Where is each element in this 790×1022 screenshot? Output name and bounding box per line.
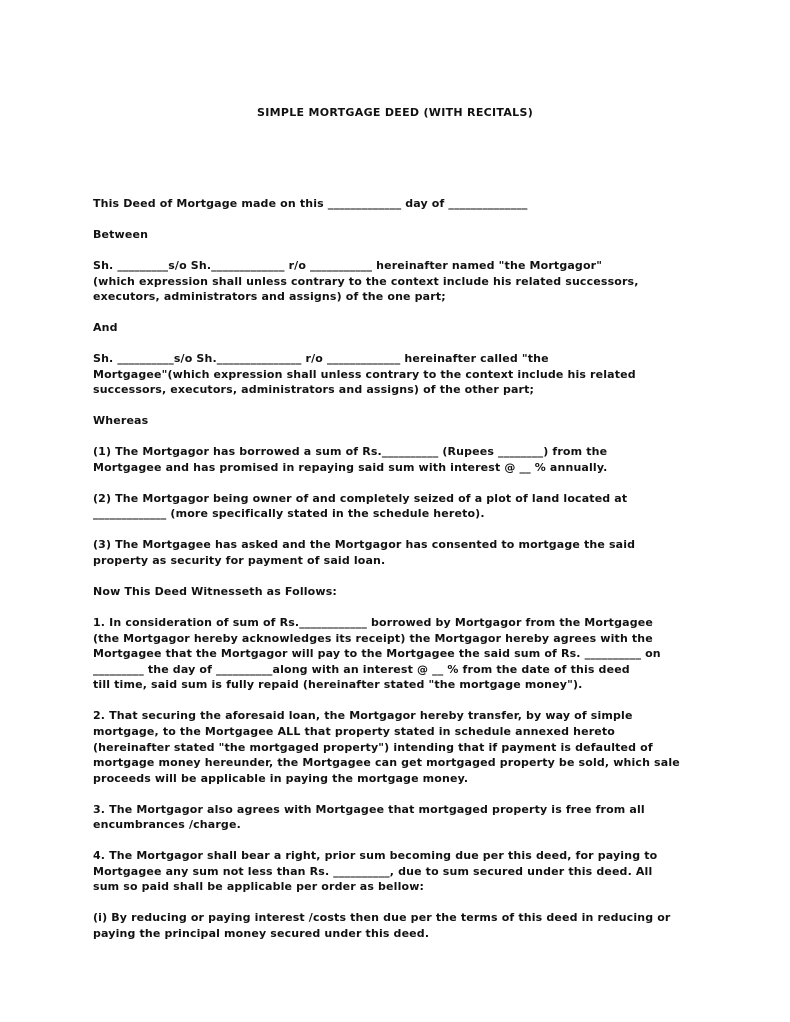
text-line: (2) The Mortgagor being owner of and completely seized of a plot of land located at [93, 491, 628, 505]
clause-1 [93, 615, 713, 693]
text-line: mortgage money hereunder, the Mortgagee can get mortgaged property be sold, which sale [93, 756, 680, 770]
text-line: paying the principal money secured under this deed. [93, 927, 430, 941]
text-line: mortgage, to the Mortgagee ALL that property stated in schedule annexed hereto [93, 724, 616, 738]
text-line: Mortgagee"(which expression shall unless contrary to the context include his related [93, 367, 636, 381]
text-line: sum so paid shall be applicable per order as bellow: [93, 880, 425, 894]
text-line: This Deed of Mortgage made on this _____________ day of ______________ [93, 197, 528, 210]
text-line: _____________ (more specifically stated in the schedule hereto). [93, 507, 485, 521]
text-line: Sh. __________s/o Sh._______________ r/o _____________ hereinafter called "the [93, 352, 549, 366]
clause-3 [93, 802, 713, 833]
text-line: Now This Deed Witnesseth as Follows: [93, 585, 337, 599]
text-line: (3) The Mortgagee has asked and the Mortgagor has consented to mortgage the said [93, 538, 636, 552]
text-line: (which expression shall unless contrary to the context include his related successors, [93, 274, 639, 288]
text-line: Mortgagee that the Mortgagor will pay to the Mortgagee the said sum of Rs. __________ on [93, 647, 661, 661]
deed-date-clause [93, 196, 713, 212]
text-line: encumbrances /charge. [93, 818, 241, 832]
whereas-heading [93, 413, 713, 429]
text-line: _________ the day of __________along with an interest @ __ % from the date of this deed [93, 662, 630, 676]
text-line: (i) By reducing or paying interest /costs then due per the terms of this deed in reducing or [93, 911, 671, 925]
mortgagor-party-clause [93, 258, 713, 305]
text-line: Mortgagee any sum not less than Rs. __________, due to sum secured under this deed. All [93, 864, 653, 878]
clause-4 [93, 848, 713, 895]
recital-3 [93, 537, 713, 568]
text-line: 3. The Mortgagor also agrees with Mortgagee that mortgaged property is free from all [93, 802, 645, 816]
text-line: (hereinafter stated "the mortgaged property") intending that if payment is defaulted of [93, 740, 653, 754]
document-body [93, 196, 713, 957]
between-heading [93, 227, 713, 243]
mortgagee-party-clause [93, 351, 713, 398]
recital-1 [93, 444, 713, 475]
text-line: executors, administrators and assigns) of the one part; [93, 290, 446, 304]
text-line: (1) The Mortgagor has borrowed a sum of Rs.__________ (Rupees ________) from the [93, 445, 608, 459]
clause-2 [93, 708, 713, 786]
text-line: 2. That securing the aforesaid loan, the Mortgagor hereby transfer, by way of simple [93, 709, 633, 723]
text-line: Between [93, 227, 149, 241]
text-line: property as security for payment of said loan. [93, 554, 386, 568]
text-line: till time, said sum is fully repaid (hereinafter stated "the mortgage money"). [93, 678, 583, 692]
and-heading [93, 320, 713, 336]
witnesseth-heading [93, 584, 713, 600]
text-line: Mortgagee and has promised in repaying said sum with interest @ __ % annually. [93, 460, 608, 474]
text-line: (the Mortgagor hereby acknowledges its receipt) the Mortgagor hereby agrees with the [93, 631, 653, 645]
text-line: And [93, 321, 118, 335]
clause-4-subclause-i [93, 910, 713, 941]
text-line: 1. In consideration of sum of Rs.____________ borrowed by Mortgagor from the Mortgagee [93, 616, 653, 629]
text-line: successors, executors, administrators and assigns) of the other part; [93, 383, 535, 397]
text-line: proceeds will be applicable in paying the mortgage money. [93, 771, 469, 785]
text-line: Whereas [93, 414, 149, 428]
text-line: Sh. _________s/o Sh._____________ r/o ___________ hereinafter named "the Mortgagor" [93, 258, 603, 272]
document-title: SIMPLE MORTGAGE DEED (WITH RECITALS) [256, 106, 534, 119]
recital-2 [93, 491, 713, 522]
text-line: 4. The Mortgagor shall bear a right, prior sum becoming due per this deed, for paying to [93, 849, 658, 863]
